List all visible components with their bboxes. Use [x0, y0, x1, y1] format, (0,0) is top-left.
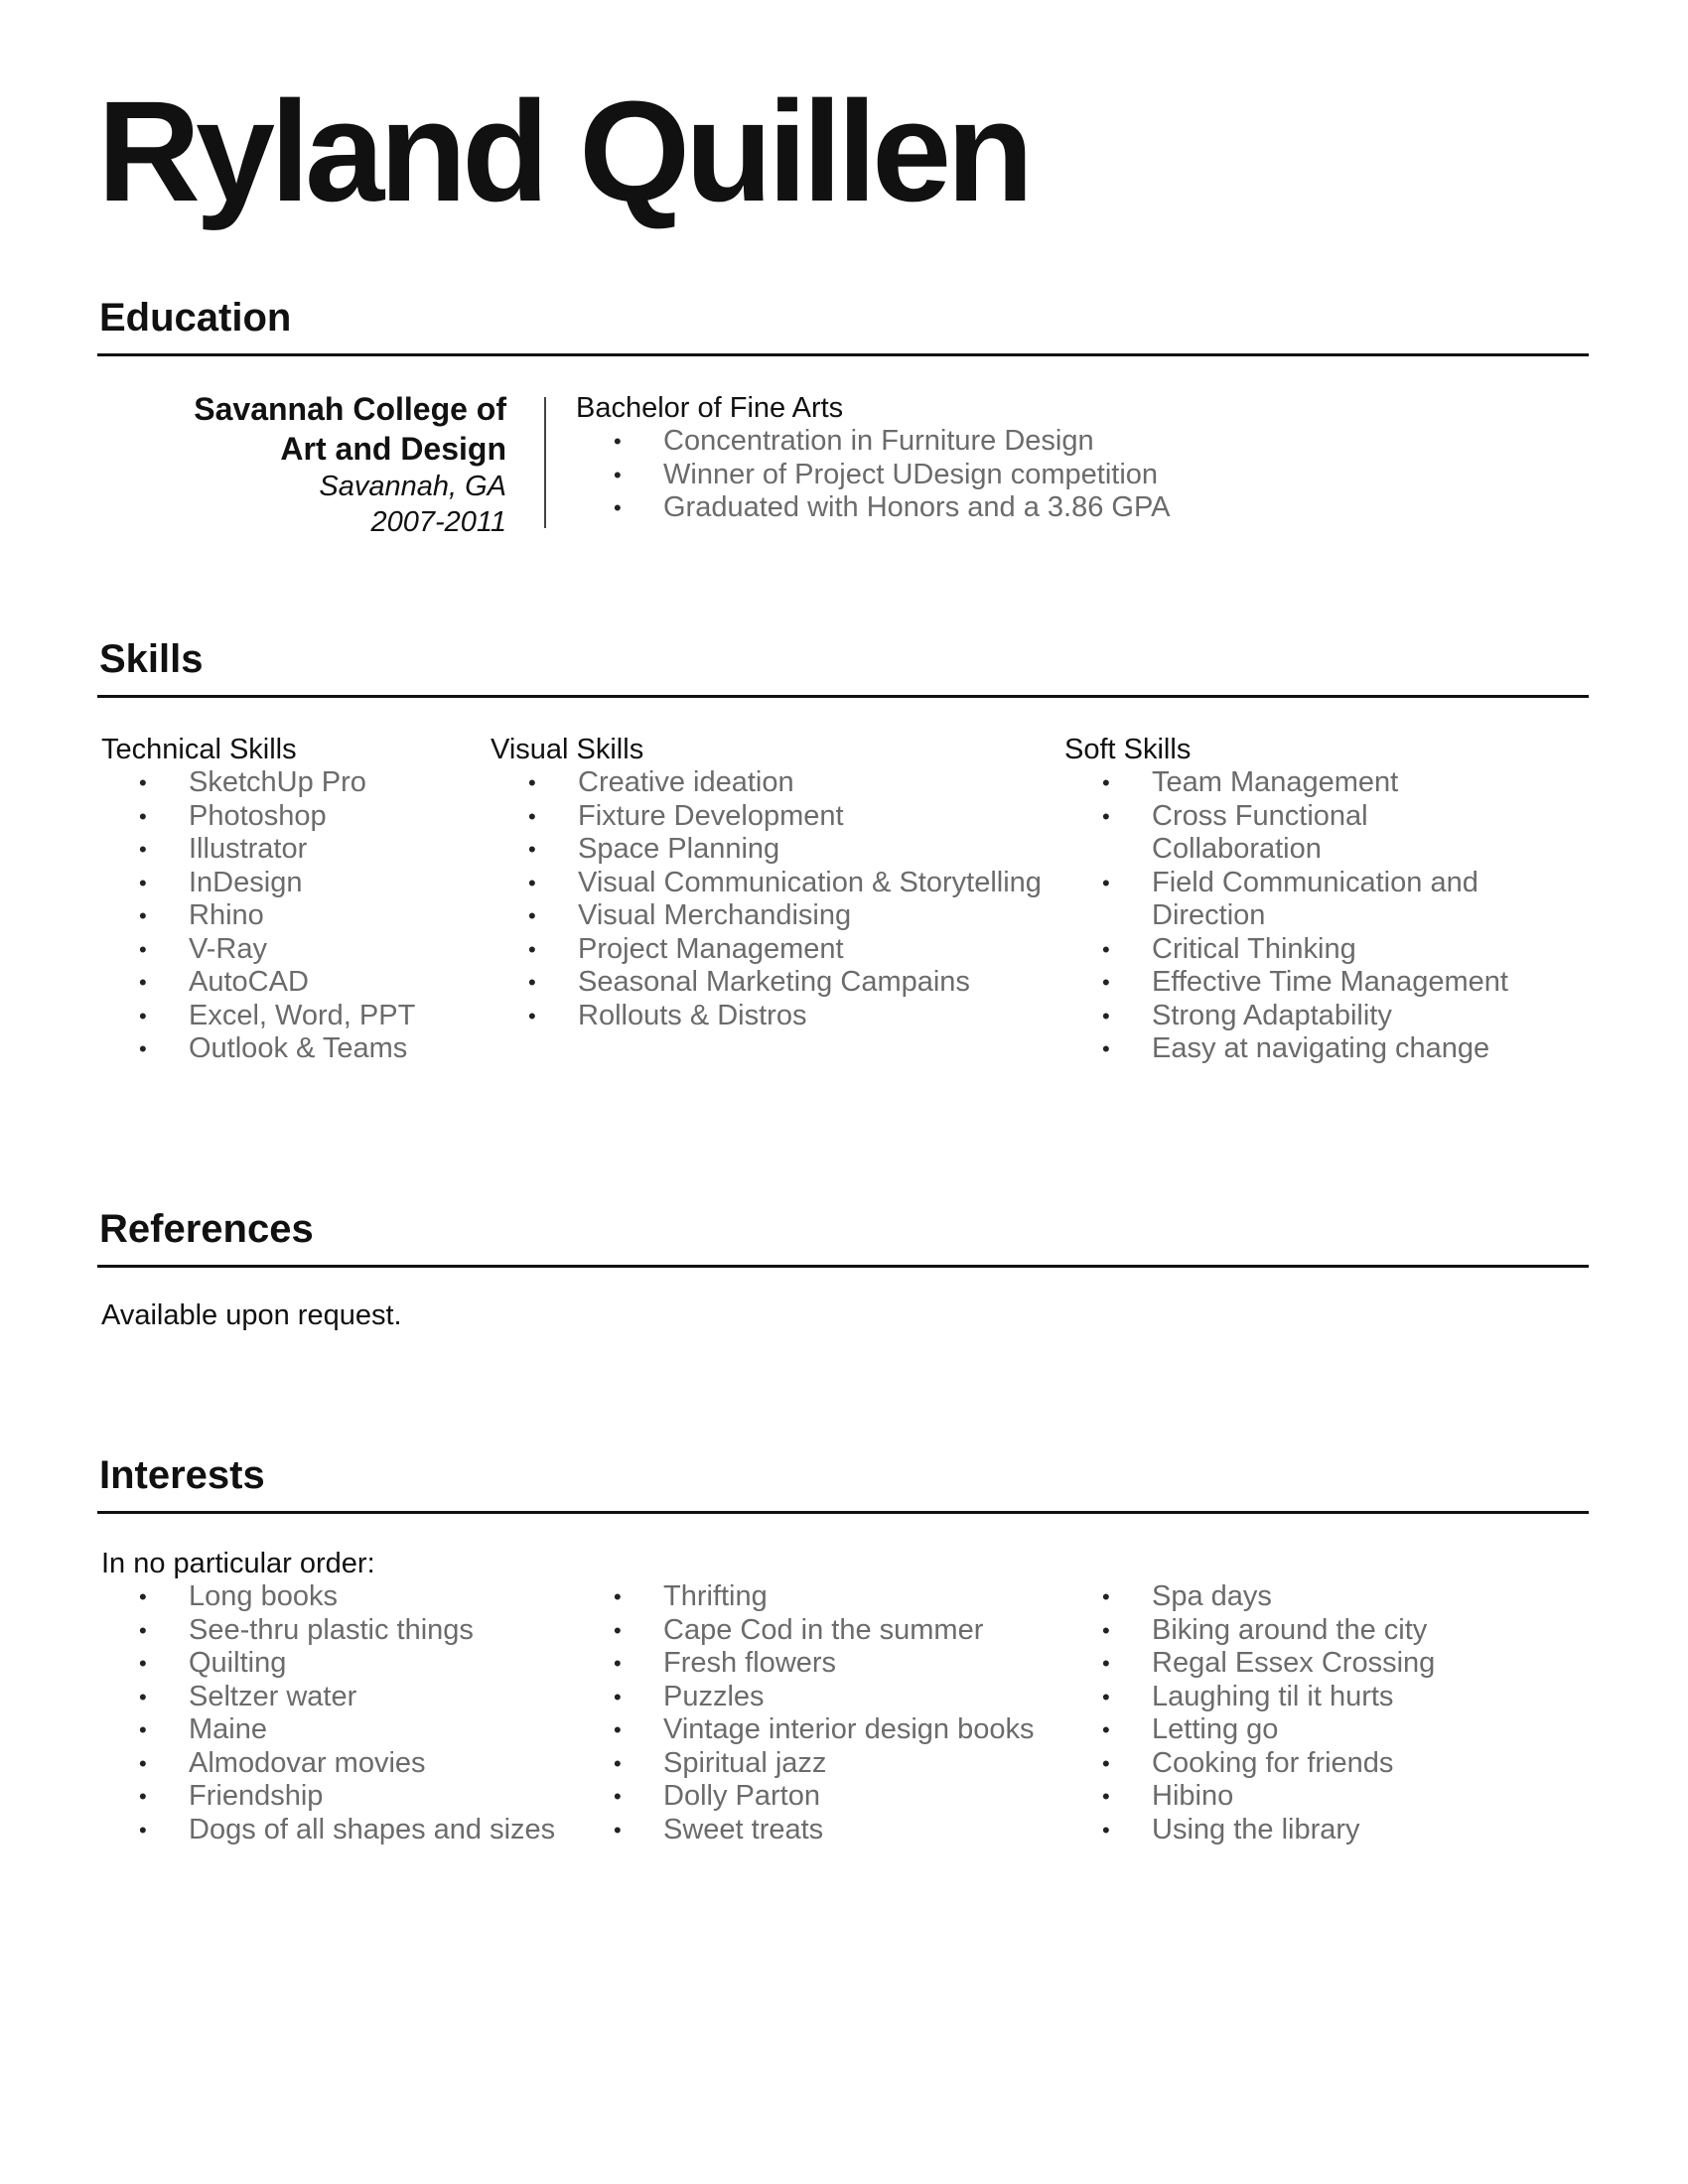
list-item: • InDesign: [101, 867, 479, 900]
list-item: • Fresh flowers: [576, 1647, 1043, 1681]
list-item: • Rollouts & Distros: [491, 1000, 1047, 1033]
list-item: • V-Ray: [101, 933, 479, 967]
list-item: • Winner of Project UDesign competition: [576, 459, 1171, 492]
list-item: • Friendship: [101, 1780, 558, 1814]
list-item: • Critical Thinking: [1064, 933, 1531, 967]
list-item: • Hibino: [1064, 1780, 1531, 1814]
interests-list-2: [576, 1580, 1043, 1846]
list-item: • Fixture Development: [491, 800, 1047, 834]
soft-skills-heading: Soft Skills: [1064, 734, 1192, 765]
school-years: 2007-2011: [370, 506, 506, 538]
list-item: • Spiritual jazz: [576, 1747, 1043, 1781]
list-item: • SketchUp Pro: [101, 766, 479, 800]
list-item: • Regal Essex Crossing: [1064, 1647, 1531, 1681]
list-item: • Maine: [101, 1713, 558, 1747]
interests-list-3: [1064, 1580, 1531, 1846]
list-item: • Visual Merchandising: [491, 899, 1047, 933]
education-vertical-divider: [544, 397, 546, 528]
list-item: • Using the library: [1064, 1814, 1531, 1847]
list-item: • Long books: [101, 1580, 558, 1614]
interests-column-1: [101, 1580, 558, 1846]
references-text: Available upon request.: [101, 1299, 402, 1331]
list-item: • Thrifting: [576, 1580, 1043, 1614]
resume-name: Ryland Quillen: [97, 71, 1030, 231]
soft-skills-column: [1064, 733, 1531, 1066]
list-item: • Project Management: [491, 933, 1047, 967]
interests-column-2: [576, 1580, 1043, 1846]
list-item: • Vintage interior design books: [576, 1713, 1043, 1747]
school-name-line2: Art and Design: [280, 431, 506, 467]
list-item: • Creative ideation: [491, 766, 1047, 800]
list-item: • Excel, Word, PPT: [101, 1000, 479, 1033]
technical-skills-column: [101, 733, 479, 1066]
school-location: Savannah, GA: [319, 471, 506, 502]
divider-education: [97, 353, 1589, 356]
list-item: • Outlook & Teams: [101, 1032, 479, 1066]
list-item: • See-thru plastic things: [101, 1614, 558, 1648]
list-item: • Cooking for friends: [1064, 1747, 1531, 1781]
visual-skills-heading: Visual Skills: [491, 734, 644, 765]
list-item: • Letting go: [1064, 1713, 1531, 1747]
section-title-references: References: [99, 1207, 314, 1251]
list-item: • AutoCAD: [101, 966, 479, 1000]
visual-skills-list: [491, 766, 1047, 1032]
interests-intro: In no particular order:: [101, 1548, 375, 1579]
section-title-interests: Interests: [99, 1453, 265, 1497]
technical-skills-heading: Technical Skills: [101, 734, 297, 765]
list-item: • Photoshop: [101, 800, 479, 834]
soft-skills-list: [1064, 766, 1531, 1066]
technical-skills-list: [101, 766, 479, 1066]
list-item: • Puzzles: [576, 1681, 1043, 1714]
list-item: • Space Planning: [491, 833, 1047, 867]
interests-list-1: [101, 1580, 558, 1846]
list-item: • Dolly Parton: [576, 1780, 1043, 1814]
list-item: • Effective Time Management: [1064, 966, 1531, 1000]
list-item: • Field Communication and Direction: [1064, 867, 1531, 933]
list-item: • Seltzer water: [101, 1681, 558, 1714]
list-item: • Biking around the city: [1064, 1614, 1531, 1648]
list-item: • Cape Cod in the summer: [576, 1614, 1043, 1648]
divider-references: [97, 1265, 1589, 1268]
school-name-line1: Savannah College of: [194, 391, 506, 427]
list-item: • Dogs of all shapes and sizes: [101, 1814, 558, 1847]
visual-skills-column: [491, 733, 1047, 1032]
list-item: • Cross Functional Collaboration: [1064, 800, 1531, 867]
list-item: • Easy at navigating change: [1064, 1032, 1531, 1066]
list-item: • Rhino: [101, 899, 479, 933]
section-title-skills: Skills: [99, 637, 204, 681]
list-item: • Seasonal Marketing Campains: [491, 966, 1047, 1000]
list-item: • Concentration in Furniture Design: [576, 425, 1171, 459]
list-item: • Team Management: [1064, 766, 1531, 800]
list-item: • Spa days: [1064, 1580, 1531, 1614]
section-title-education: Education: [99, 296, 292, 340]
divider-skills: [97, 695, 1589, 698]
degree-title: Bachelor of Fine Arts: [576, 392, 844, 424]
degree-block: [576, 391, 1171, 525]
list-item: • Laughing til it hurts: [1064, 1681, 1531, 1714]
list-item: • Strong Adaptability: [1064, 1000, 1531, 1033]
interests-column-3: [1064, 1580, 1531, 1846]
list-item: • Almodovar movies: [101, 1747, 558, 1781]
school-block: [109, 389, 506, 540]
list-item: • Sweet treats: [576, 1814, 1043, 1847]
list-item: • Visual Communication & Storytelling: [491, 867, 1047, 900]
list-item: • Illustrator: [101, 833, 479, 867]
degree-details-list: [576, 425, 1171, 525]
list-item: • Quilting: [101, 1647, 558, 1681]
divider-interests: [97, 1511, 1589, 1514]
list-item: • Graduated with Honors and a 3.86 GPA: [576, 491, 1171, 525]
